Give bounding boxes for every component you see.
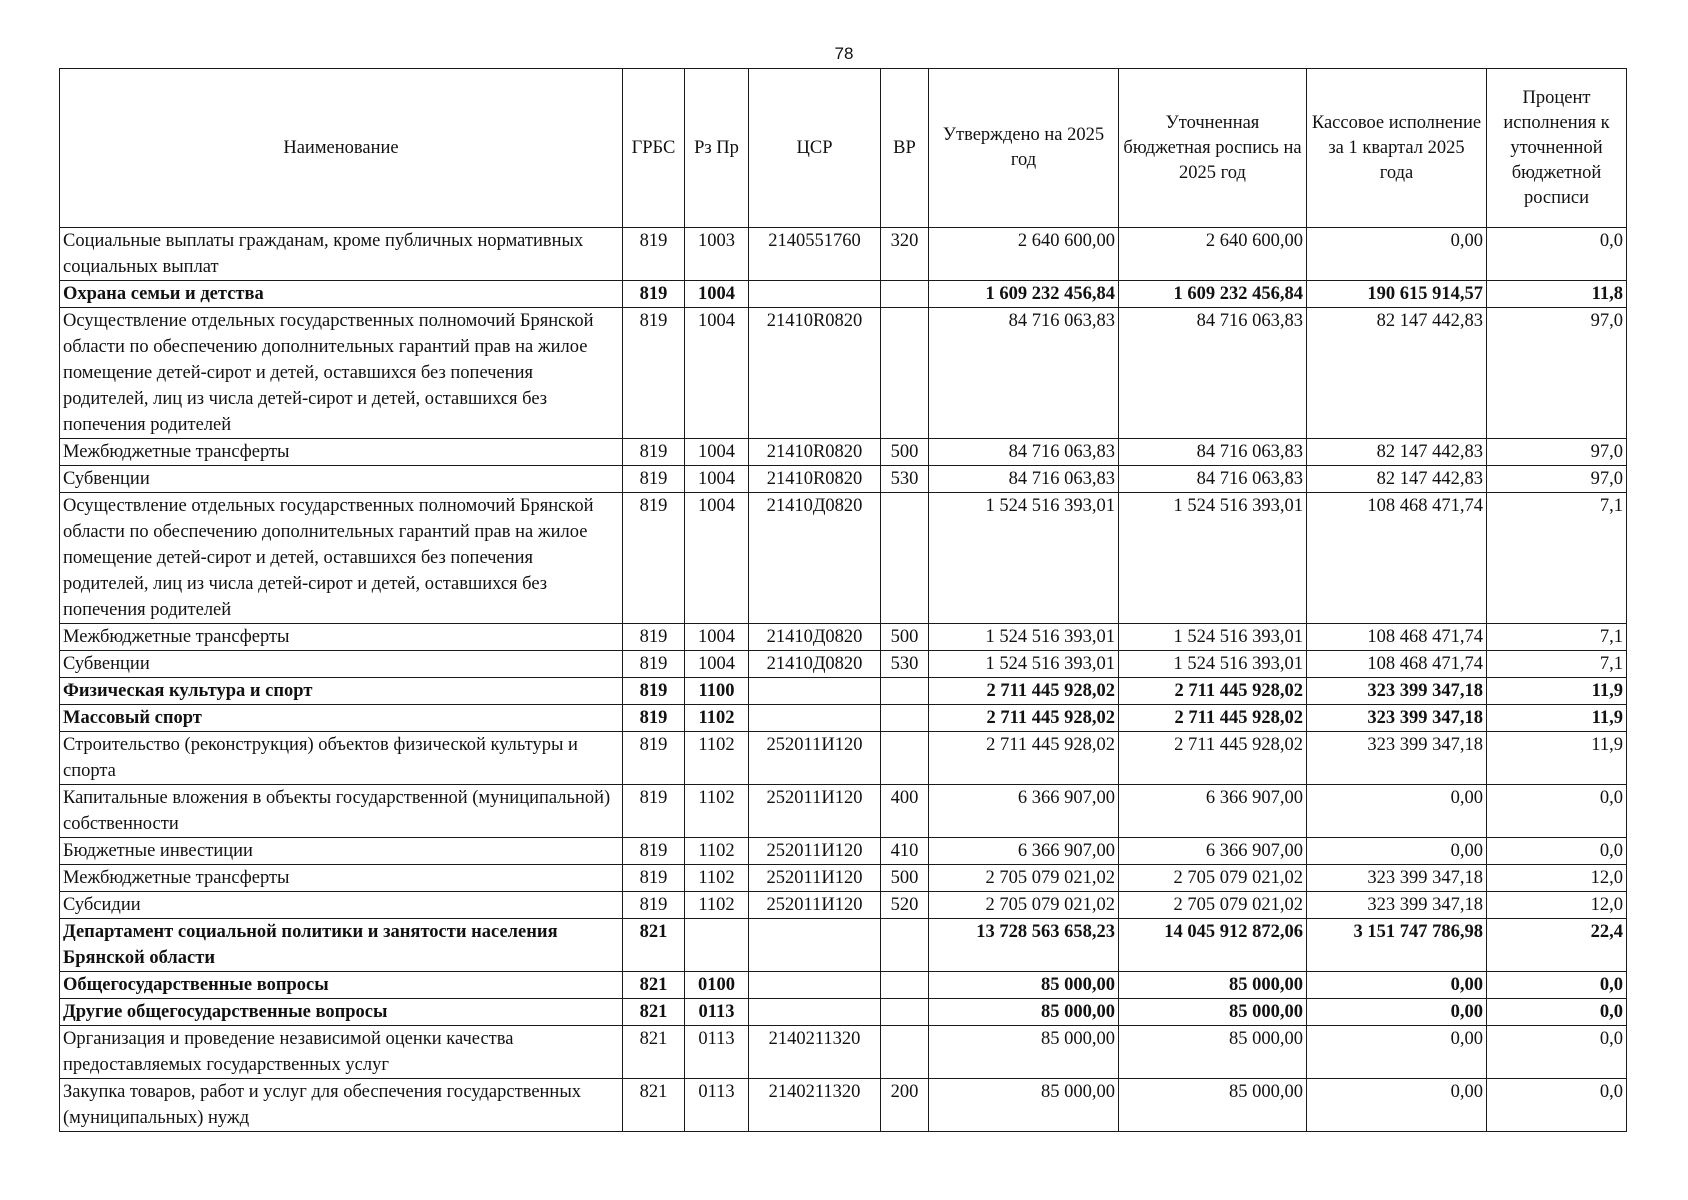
cell-approved: 85 000,00 [929, 1079, 1119, 1132]
cell-name: Закупка товаров, работ и услуг для обеспечения государственных (муниципальных) нужд [60, 1079, 623, 1132]
cell-vr: 500 [881, 865, 929, 892]
cell-cash: 190 615 914,57 [1307, 281, 1487, 308]
cell-csr: 252011И120 [749, 785, 881, 838]
cell-name: Межбюджетные трансферты [60, 624, 623, 651]
cell-name: Строительство (реконструкция) объектов физической культуры и спорта [60, 732, 623, 785]
cell-percent: 0,0 [1487, 228, 1627, 281]
cell-rzpr: 1102 [685, 892, 749, 919]
table-row [60, 1026, 1627, 1079]
cell-refined: 84 716 063,83 [1119, 439, 1307, 466]
cell-rzpr: 1102 [685, 732, 749, 785]
table-row [60, 999, 1627, 1026]
page-number: 78 [834, 44, 854, 63]
cell-vr [881, 919, 929, 972]
cell-percent: 7,1 [1487, 493, 1627, 624]
cell-refined: 1 524 516 393,01 [1119, 493, 1307, 624]
cell-refined: 84 716 063,83 [1119, 308, 1307, 439]
cell-vr [881, 493, 929, 624]
header-percent: Процент исполнения к уточненной бюджетной росписи [1487, 69, 1627, 228]
header-refined: Уточненная бюджетная роспись на 2025 год [1119, 69, 1307, 228]
cell-name: Другие общегосударственные вопросы [60, 999, 623, 1026]
cell-vr [881, 972, 929, 999]
cell-name: Межбюджетные трансферты [60, 439, 623, 466]
cell-refined: 14 045 912 872,06 [1119, 919, 1307, 972]
cell-refined: 1 609 232 456,84 [1119, 281, 1307, 308]
table-row [60, 865, 1627, 892]
cell-csr: 252011И120 [749, 892, 881, 919]
cell-vr: 500 [881, 439, 929, 466]
cell-rzpr: 1100 [685, 678, 749, 705]
cell-name: Субвенции [60, 651, 623, 678]
cell-grbs: 819 [623, 705, 685, 732]
cell-approved: 6 366 907,00 [929, 838, 1119, 865]
cell-vr: 520 [881, 892, 929, 919]
cell-csr: 252011И120 [749, 865, 881, 892]
cell-rzpr: 1102 [685, 838, 749, 865]
cell-vr [881, 678, 929, 705]
cell-csr: 2140551760 [749, 228, 881, 281]
cell-cash: 323 399 347,18 [1307, 705, 1487, 732]
cell-approved: 84 716 063,83 [929, 439, 1119, 466]
cell-cash: 0,00 [1307, 838, 1487, 865]
table-row [60, 892, 1627, 919]
cell-vr: 530 [881, 651, 929, 678]
cell-cash: 108 468 471,74 [1307, 651, 1487, 678]
cell-percent: 0,0 [1487, 999, 1627, 1026]
header-cash: Кассовое исполнение за 1 квартал 2025 года [1307, 69, 1487, 228]
cell-approved: 85 000,00 [929, 999, 1119, 1026]
cell-rzpr: 0100 [685, 972, 749, 999]
cell-rzpr: 0113 [685, 999, 749, 1026]
table-row [60, 1079, 1627, 1132]
cell-rzpr: 1003 [685, 228, 749, 281]
cell-refined: 2 711 445 928,02 [1119, 705, 1307, 732]
cell-vr [881, 732, 929, 785]
header-vr: ВР [881, 69, 929, 228]
cell-csr [749, 705, 881, 732]
cell-refined: 2 640 600,00 [1119, 228, 1307, 281]
cell-name: Организация и проведение независимой оценки качества предоставляемых государственных услуг [60, 1026, 623, 1079]
header-name: Наименование [60, 69, 623, 228]
cell-vr: 410 [881, 838, 929, 865]
cell-cash: 0,00 [1307, 785, 1487, 838]
cell-name: Межбюджетные трансферты [60, 865, 623, 892]
cell-percent: 22,4 [1487, 919, 1627, 972]
cell-approved: 1 609 232 456,84 [929, 281, 1119, 308]
cell-grbs: 821 [623, 999, 685, 1026]
cell-cash: 82 147 442,83 [1307, 466, 1487, 493]
cell-grbs: 819 [623, 228, 685, 281]
cell-refined: 2 711 445 928,02 [1119, 732, 1307, 785]
cell-approved: 84 716 063,83 [929, 466, 1119, 493]
cell-rzpr: 1102 [685, 705, 749, 732]
cell-rzpr: 0113 [685, 1026, 749, 1079]
cell-csr [749, 972, 881, 999]
cell-name: Капитальные вложения в объекты государственной (муниципальной) собственности [60, 785, 623, 838]
cell-grbs: 819 [623, 865, 685, 892]
table-row [60, 439, 1627, 466]
cell-csr: 21410Д0820 [749, 493, 881, 624]
table-row [60, 785, 1627, 838]
table-row [60, 493, 1627, 624]
cell-rzpr: 1102 [685, 785, 749, 838]
cell-percent: 0,0 [1487, 1026, 1627, 1079]
cell-csr: 252011И120 [749, 838, 881, 865]
table-row [60, 732, 1627, 785]
cell-refined: 2 711 445 928,02 [1119, 678, 1307, 705]
cell-name: Осуществление отдельных государственных полномочий Брянской области по обеспечению дополнительных гарантий прав на жилое помещение детей-сирот и детей, оставшихся без попечения родителей, лиц из числа детей-сирот и детей, оставшихся без попечения родителей [60, 308, 623, 439]
cell-rzpr: 1004 [685, 308, 749, 439]
cell-csr: 2140211320 [749, 1026, 881, 1079]
table-row [60, 678, 1627, 705]
cell-percent: 7,1 [1487, 651, 1627, 678]
table-row [60, 651, 1627, 678]
cell-rzpr: 1004 [685, 624, 749, 651]
table-row [60, 919, 1627, 972]
cell-name: Массовый спорт [60, 705, 623, 732]
cell-refined: 6 366 907,00 [1119, 838, 1307, 865]
cell-grbs: 819 [623, 281, 685, 308]
cell-percent: 11,9 [1487, 732, 1627, 785]
cell-grbs: 821 [623, 1026, 685, 1079]
cell-percent: 11,9 [1487, 705, 1627, 732]
cell-name: Субвенции [60, 466, 623, 493]
cell-grbs: 821 [623, 1079, 685, 1132]
cell-refined: 1 524 516 393,01 [1119, 624, 1307, 651]
cell-approved: 2 705 079 021,02 [929, 865, 1119, 892]
cell-rzpr: 1004 [685, 466, 749, 493]
cell-percent: 0,0 [1487, 1079, 1627, 1132]
cell-percent: 12,0 [1487, 892, 1627, 919]
table-row [60, 972, 1627, 999]
cell-percent: 7,1 [1487, 624, 1627, 651]
cell-cash: 323 399 347,18 [1307, 865, 1487, 892]
table-row [60, 624, 1627, 651]
cell-grbs: 821 [623, 919, 685, 972]
cell-vr: 530 [881, 466, 929, 493]
cell-grbs: 819 [623, 732, 685, 785]
cell-rzpr: 1004 [685, 439, 749, 466]
cell-approved: 2 711 445 928,02 [929, 732, 1119, 785]
cell-csr [749, 999, 881, 1026]
cell-refined: 6 366 907,00 [1119, 785, 1307, 838]
cell-percent: 97,0 [1487, 466, 1627, 493]
cell-percent: 0,0 [1487, 838, 1627, 865]
cell-grbs: 819 [623, 892, 685, 919]
cell-grbs: 819 [623, 466, 685, 493]
cell-csr [749, 678, 881, 705]
cell-csr: 21410Д0820 [749, 624, 881, 651]
cell-csr: 21410R0820 [749, 466, 881, 493]
cell-vr [881, 281, 929, 308]
cell-cash: 0,00 [1307, 999, 1487, 1026]
table-row [60, 838, 1627, 865]
cell-percent: 12,0 [1487, 865, 1627, 892]
cell-percent: 11,9 [1487, 678, 1627, 705]
cell-percent: 97,0 [1487, 308, 1627, 439]
cell-name: Физическая культура и спорт [60, 678, 623, 705]
cell-rzpr: 1004 [685, 493, 749, 624]
cell-grbs: 821 [623, 972, 685, 999]
cell-cash: 323 399 347,18 [1307, 678, 1487, 705]
cell-vr: 200 [881, 1079, 929, 1132]
cell-refined: 84 716 063,83 [1119, 466, 1307, 493]
cell-vr: 400 [881, 785, 929, 838]
cell-rzpr: 1004 [685, 651, 749, 678]
cell-csr [749, 281, 881, 308]
cell-approved: 2 705 079 021,02 [929, 892, 1119, 919]
cell-percent: 0,0 [1487, 785, 1627, 838]
header-row [60, 69, 1627, 228]
cell-grbs: 819 [623, 785, 685, 838]
cell-rzpr: 0113 [685, 1079, 749, 1132]
table-row [60, 705, 1627, 732]
cell-vr [881, 999, 929, 1026]
cell-refined: 85 000,00 [1119, 1079, 1307, 1132]
cell-refined: 85 000,00 [1119, 972, 1307, 999]
table-row [60, 466, 1627, 493]
cell-approved: 1 524 516 393,01 [929, 651, 1119, 678]
cell-cash: 82 147 442,83 [1307, 439, 1487, 466]
cell-approved: 2 711 445 928,02 [929, 705, 1119, 732]
cell-cash: 0,00 [1307, 1026, 1487, 1079]
cell-grbs: 819 [623, 624, 685, 651]
cell-approved: 13 728 563 658,23 [929, 919, 1119, 972]
cell-vr: 500 [881, 624, 929, 651]
cell-csr: 21410Д0820 [749, 651, 881, 678]
cell-vr [881, 1026, 929, 1079]
cell-cash: 82 147 442,83 [1307, 308, 1487, 439]
cell-cash: 3 151 747 786,98 [1307, 919, 1487, 972]
cell-vr [881, 705, 929, 732]
budget-table [59, 68, 1627, 1132]
cell-percent: 0,0 [1487, 972, 1627, 999]
cell-vr: 320 [881, 228, 929, 281]
cell-approved: 6 366 907,00 [929, 785, 1119, 838]
cell-name: Охрана семьи и детства [60, 281, 623, 308]
cell-grbs: 819 [623, 439, 685, 466]
cell-cash: 323 399 347,18 [1307, 732, 1487, 785]
cell-csr: 2140211320 [749, 1079, 881, 1132]
cell-rzpr: 1004 [685, 281, 749, 308]
cell-name: Департамент социальной политики и занятости населения Брянской области [60, 919, 623, 972]
cell-rzpr [685, 919, 749, 972]
cell-approved: 2 640 600,00 [929, 228, 1119, 281]
cell-name: Социальные выплаты гражданам, кроме публичных нормативных социальных выплат [60, 228, 623, 281]
cell-refined: 85 000,00 [1119, 999, 1307, 1026]
table-row [60, 281, 1627, 308]
cell-vr [881, 308, 929, 439]
cell-csr: 252011И120 [749, 732, 881, 785]
cell-refined: 2 705 079 021,02 [1119, 865, 1307, 892]
cell-cash: 108 468 471,74 [1307, 493, 1487, 624]
cell-name: Общегосударственные вопросы [60, 972, 623, 999]
cell-refined: 2 705 079 021,02 [1119, 892, 1307, 919]
header-grbs: ГРБС [623, 69, 685, 228]
cell-cash: 0,00 [1307, 972, 1487, 999]
cell-rzpr: 1102 [685, 865, 749, 892]
cell-approved: 85 000,00 [929, 1026, 1119, 1079]
cell-cash: 0,00 [1307, 1079, 1487, 1132]
cell-approved: 1 524 516 393,01 [929, 624, 1119, 651]
table-row [60, 308, 1627, 439]
cell-approved: 84 716 063,83 [929, 308, 1119, 439]
cell-name: Бюджетные инвестиции [60, 838, 623, 865]
cell-percent: 97,0 [1487, 439, 1627, 466]
cell-percent: 11,8 [1487, 281, 1627, 308]
cell-name: Осуществление отдельных государственных полномочий Брянской области по обеспечению дополнительных гарантий прав на жилое помещение детей-сирот и детей, оставшихся без попечения родителей, лиц из числа детей-сирот и детей, оставшихся без попечения родителей [60, 493, 623, 624]
cell-approved: 85 000,00 [929, 972, 1119, 999]
cell-cash: 323 399 347,18 [1307, 892, 1487, 919]
cell-approved: 2 711 445 928,02 [929, 678, 1119, 705]
cell-name: Субсидии [60, 892, 623, 919]
cell-grbs: 819 [623, 651, 685, 678]
cell-cash: 108 468 471,74 [1307, 624, 1487, 651]
cell-refined: 1 524 516 393,01 [1119, 651, 1307, 678]
cell-grbs: 819 [623, 493, 685, 624]
header-rzpr: Рз Пр [685, 69, 749, 228]
header-csr: ЦСР [749, 69, 881, 228]
cell-csr: 21410R0820 [749, 439, 881, 466]
cell-grbs: 819 [623, 678, 685, 705]
cell-approved: 1 524 516 393,01 [929, 493, 1119, 624]
cell-grbs: 819 [623, 308, 685, 439]
cell-csr [749, 919, 881, 972]
cell-cash: 0,00 [1307, 228, 1487, 281]
table-row [60, 228, 1627, 281]
cell-csr: 21410R0820 [749, 308, 881, 439]
cell-grbs: 819 [623, 838, 685, 865]
header-approved: Утверждено на 2025 год [929, 69, 1119, 228]
cell-refined: 85 000,00 [1119, 1026, 1307, 1079]
